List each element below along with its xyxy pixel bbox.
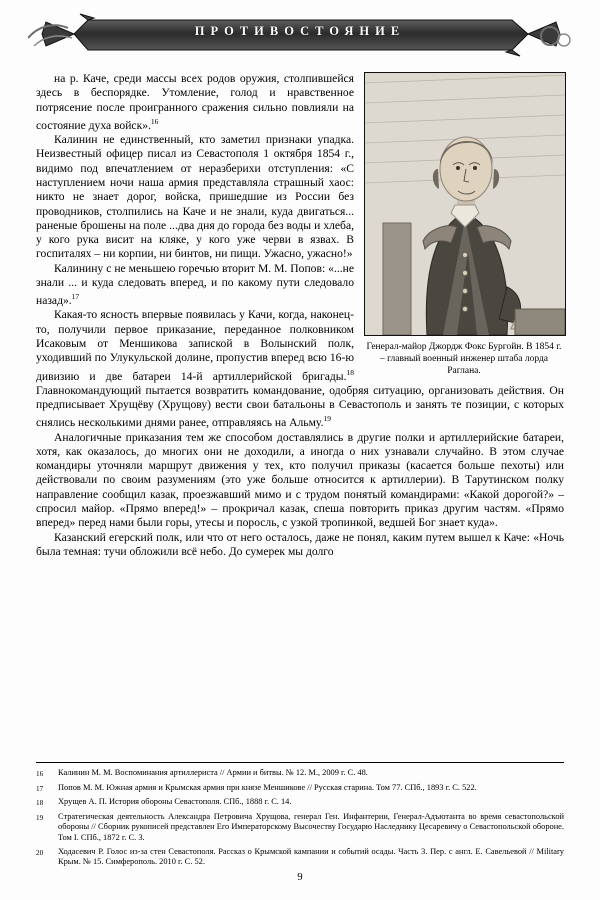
paragraph-5: Аналогичные приказания тем же способом доставлялись в другие полки и артиллерийские батареи, хотя, как оказалось, до многих они не доходили, а иногда о них узнавали случайно. В этом случае командиры уточняли маршрут движения у тех, кто получил приказы (касается больше пехоты) или действовали по своим разумениям (это уже больше относится к артиллерии). В Тарутинском полку направление сообщил казак, проезжавший мимо и с трудом понятый командирами: «Какой дорогой?» – спросил майор. «Прямо вперед!» – прокричал казак, спеша повторить приказ другим частям. «Прямо вперед» перед нами были горы, утесы и поросль, с узкой тропинкой, ведшей Бог знает куда».	[36, 430, 564, 530]
footnote-ref-17: 17	[71, 292, 80, 302]
footnote-ref-19: 19	[323, 414, 331, 424]
paragraph-1-text: на р. Каче, среди массы всех родов оружия, столпившейся здесь в беспорядке. Утомление, голод и нравственное потрясение после проигранного сражения сильно повлияли на состояние духа войск».	[36, 72, 354, 132]
figure-portrait	[364, 72, 564, 377]
footnote-text: Попов М. М. Южная армия и Крымская армия при князе Меншикове // Русская старина. Том 77. СПб., 1893 г. С. 522.	[58, 782, 477, 792]
footnote-row	[36, 847, 564, 868]
footnote-ref-16: 16	[150, 116, 159, 126]
page-number: 9	[297, 872, 303, 883]
footnote-number: 18	[36, 799, 44, 808]
footnote-number: 20	[36, 848, 44, 857]
footnote-row	[36, 812, 564, 844]
footnote-ref-18: 18	[346, 367, 354, 377]
paragraph-4-text-b: Главнокомандующий пытается возвратить командование, одобряя ситуацию, организовать действия. Он предписывает Хрущёву (Хрущову) вести свои батальоны в Севастополь и занять те позиции, с которых снялись несколькими днями ранее, отправляясь на Альму.	[36, 383, 564, 430]
footnote-row	[36, 797, 564, 809]
article-body	[36, 72, 564, 559]
paragraph-6: Казанский егерский полк, или что от него осталось, даже не понял, каким путем вышел к Каче: «Ночь была темная: тучи обложили всё небо. До сумерек мы долго	[36, 530, 564, 558]
footnote-text: Стратегическая деятельность Александра Петровича Хрущова, генерал Ген. Инфантерии, Генерал-Адъютанта во время севастопольской обороны // Сборник рукописей представлен Его Императорскому Высочеству Государю Наследнику Цесаревичу о Севастопольской обороне. Том I. СПб., 1872 г. С. 3.	[58, 811, 564, 842]
portrait-image	[364, 72, 566, 336]
banner-title: ПРОТИВОСТОЯНИЕ	[194, 24, 406, 38]
footnote-text: Калинин М. М. Воспоминания артиллериста // Армии и битвы. № 12. М., 2009 г. С. 48.	[58, 768, 368, 777]
footnote-row	[36, 783, 564, 795]
general-portrait-engraving	[365, 73, 565, 335]
figure-caption: Генерал-майор Джордж Фокс Бургойн. В 1854 г. – главный военный инженер штаба лорда Раглана.	[366, 342, 562, 376]
footnote-text: Ходасевич Р. Голос из-за стен Севастополя. Рассказ о Крымской кампании и событий осады. Часть 3. Пер. с англ. Е. Савельевой // Military Крым. № 15. Симферополь. 2010 г. С. 52.	[58, 846, 564, 867]
footnote-number: 16	[36, 770, 44, 778]
footnote-number: 17	[36, 784, 44, 793]
paragraph-4-text: Какая-то ясность впервые появилась у Качи, когда, наконец-то, получили первое приказание, переданное полковником Исаковым от Меншикова запиской в Волынский полк, уходивший по Улукульской долине, пропустив вперед всю 16-ю дивизию и две батареи 14-й артиллерийской бригады.	[36, 308, 354, 383]
paragraph-3-text: Калинину с не меньшею горечью вторит М. М. Попов: «...не знали ... и куда следовать вперед, и по какому пути следовало назад».	[36, 261, 354, 308]
footnote-text: Хрущев А. П. История обороны Севастополя. СПб., 1888 г. С. 14.	[58, 797, 292, 807]
footnotes-section	[36, 762, 564, 871]
paragraph-2: Калинин не единственный, кто заметил признаки упадка. Неизвестный офицер писал из Севастополя 1 октября 1854 г., видимо под впечатлением от неразберихи отступления: «С наступлением ночи наша армия представляла страшный хаос: никто не знает дорог, войска, пришедшие из России без проводников, столпились на Каче и не знали, куда двигаться... раненые брошены на поле ...два дня до города без воды и хлеба, у кого рука висит на кляке, у кого уже черви в язвах. В госпиталях – ни корпии, ни бинтов, ни пищи. Ужасно, ужасно!»	[36, 133, 354, 261]
footnote-row	[36, 768, 564, 780]
header-banner	[28, 12, 572, 58]
footnote-number: 19	[36, 813, 44, 822]
